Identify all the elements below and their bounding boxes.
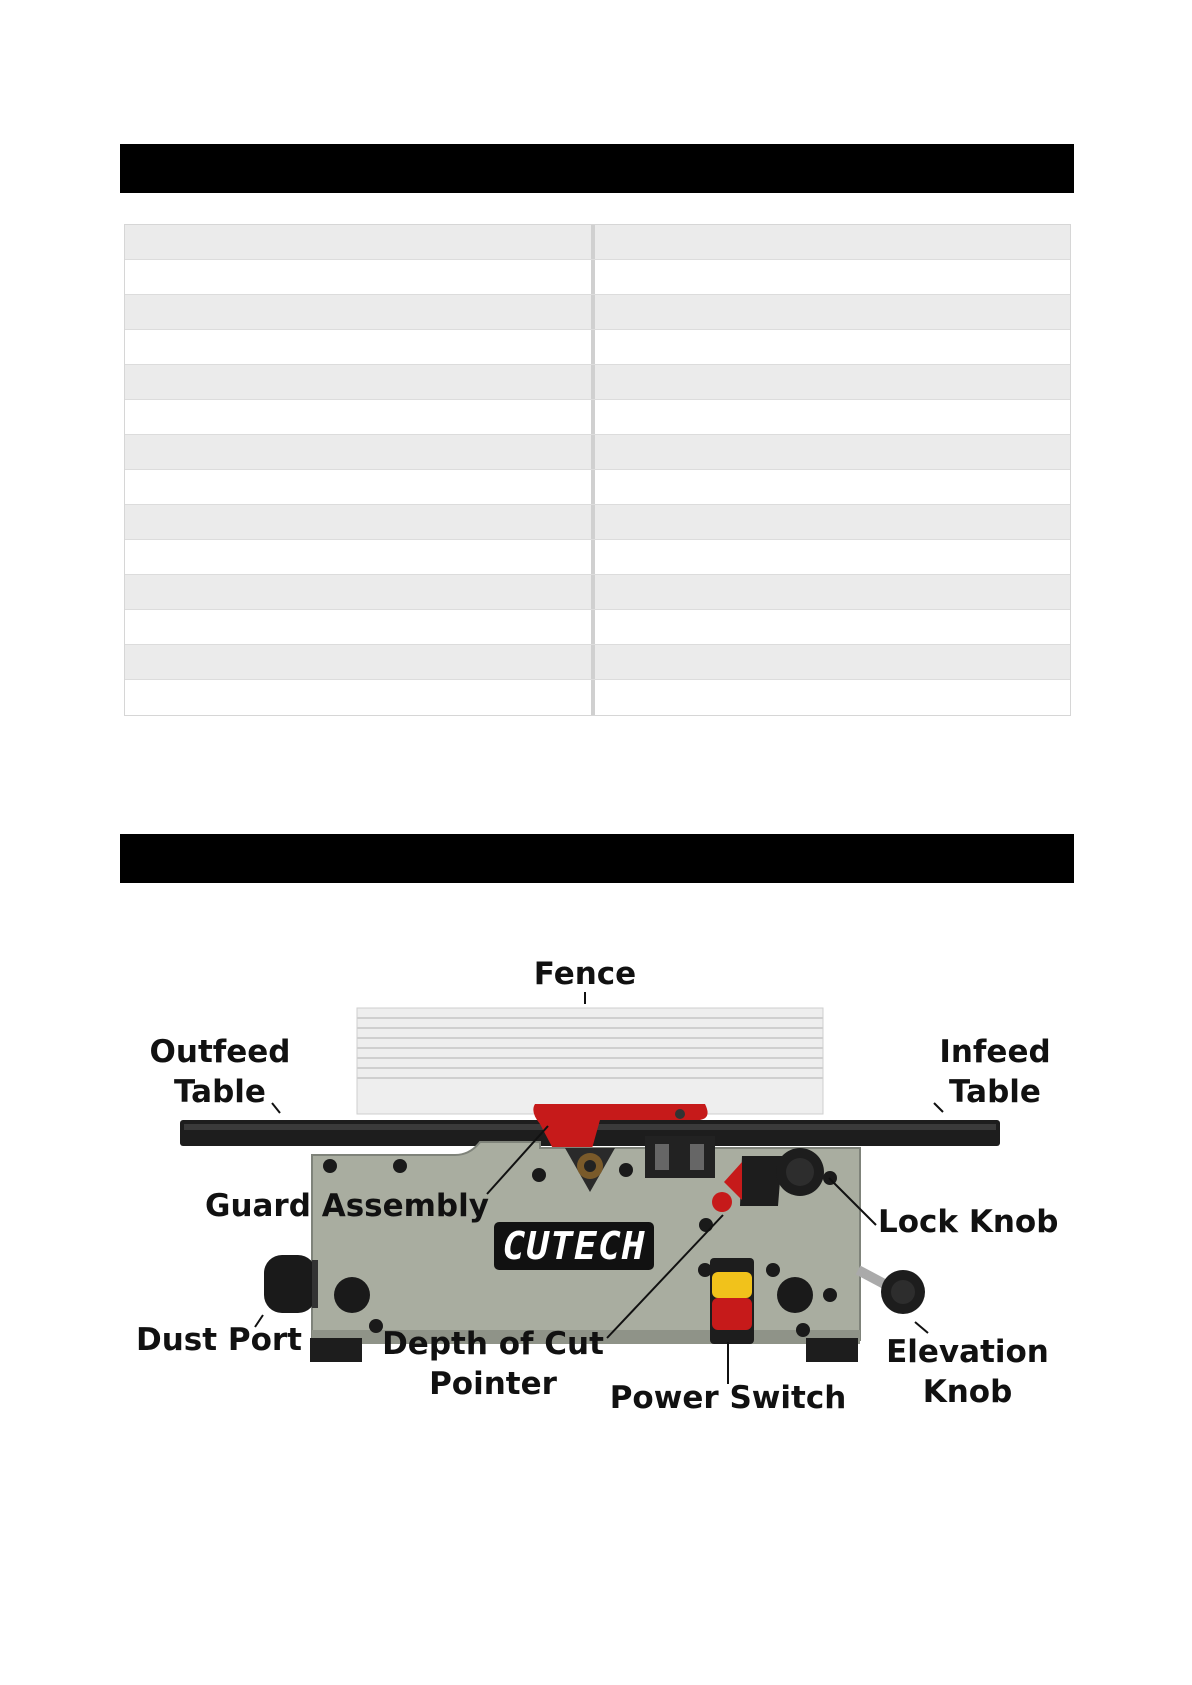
table-cell-label [125,435,595,469]
table-cell-label [125,505,595,539]
table-cell-label [125,295,595,329]
table-cell-label [125,260,595,294]
specifications-table [124,224,1071,716]
label-depth-of-cut-line2: Pointer [429,1366,557,1402]
table-row [125,365,1070,400]
label-depth-of-cut-line1: Depth of Cut [382,1326,604,1362]
table-cell-value [595,505,1070,539]
label-outfeed-table-line1: Outfeed [149,1034,291,1070]
table-cell-value [595,295,1070,329]
label-power-switch: Power Switch [609,1380,847,1416]
table-cell-value [595,575,1070,609]
machine-parts-diagram [0,940,1192,1420]
table-row [125,645,1070,680]
label-outfeed-table-line2: Table [174,1074,266,1110]
elevation-knob [856,1266,925,1314]
table-cell-label [125,610,595,644]
table-row [125,575,1070,610]
table-cell-value [595,260,1070,294]
table-cell-value [595,435,1070,469]
section-header-bar [120,144,1074,193]
table-row [125,470,1070,505]
table-cell-label [125,365,595,399]
table-cell-label [125,470,595,504]
table-row [125,680,1070,715]
table-row [125,330,1070,365]
table-cell-value [595,400,1070,434]
fence [357,1008,823,1114]
label-lock-knob: Lock Knob [878,1204,1059,1240]
table-cell-value [595,645,1070,679]
label-elevation-knob-line2: Knob [922,1374,1013,1410]
table-row [125,295,1070,330]
power-switch [710,1258,754,1344]
table-row [125,505,1070,540]
label-fence: Fence [533,956,637,992]
label-dust-port: Dust Port [136,1322,302,1358]
table-cell-value [595,680,1070,715]
label-infeed-table-line1: Infeed [939,1034,1051,1070]
lock-knob [776,1148,824,1196]
table-row [125,435,1070,470]
table-cell-label [125,680,595,715]
section-header-bar [120,834,1074,883]
table-cell-label [125,330,595,364]
table-cell-value [595,470,1070,504]
table-cell-label [125,540,595,574]
label-infeed-table-line2: Table [949,1074,1041,1110]
table-row [125,400,1070,435]
label-guard-assembly: Guard Assembly [205,1188,489,1224]
table-row [125,260,1070,295]
table-cell-label [125,575,595,609]
table-cell-value [595,610,1070,644]
table-row [125,610,1070,645]
cutech-brand-logo: CUTECH [494,1222,654,1270]
table-cell-value [595,330,1070,364]
table-row [125,540,1070,575]
table-row [125,225,1070,260]
table-cell-label [125,645,595,679]
table-cell-value [595,225,1070,259]
dust-port [264,1255,318,1313]
label-elevation-knob-line1: Elevation [886,1334,1049,1370]
table-cell-value [595,365,1070,399]
table-cell-label [125,400,595,434]
table-cell-label [125,225,595,259]
table-cell-value [595,540,1070,574]
